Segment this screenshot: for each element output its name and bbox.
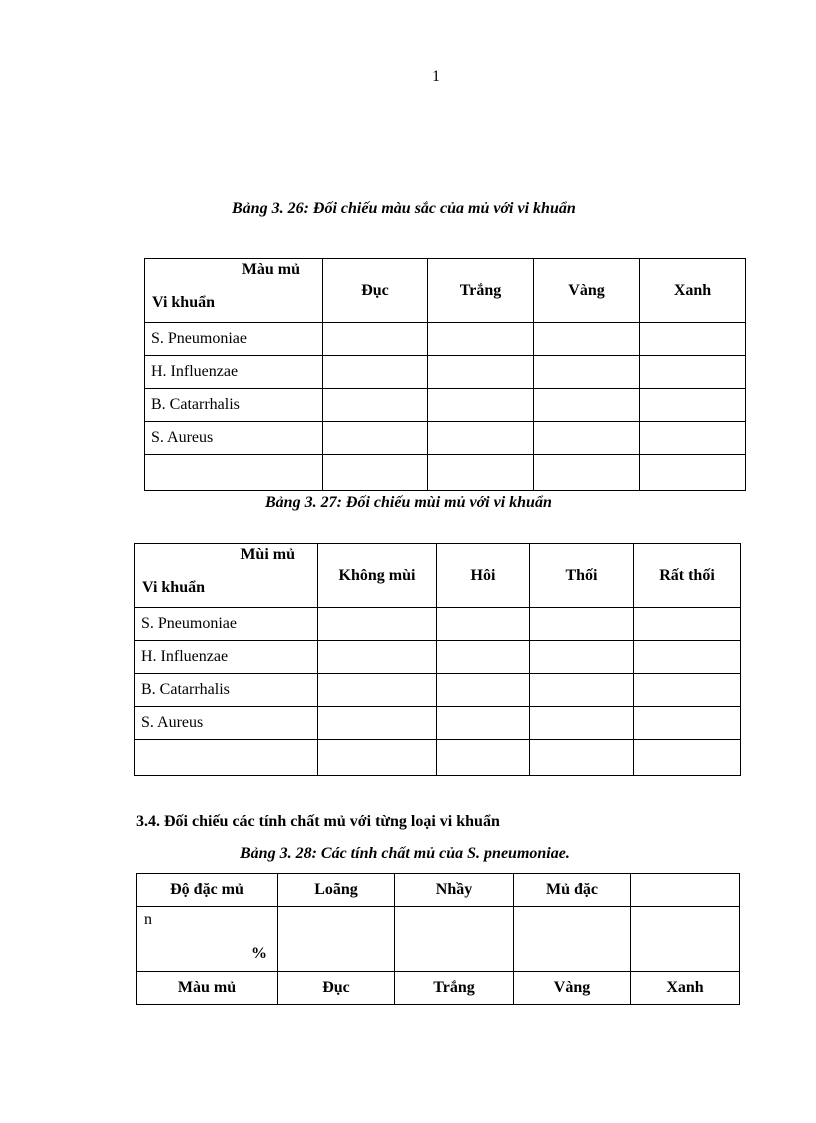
table-row bbox=[137, 874, 740, 907]
table-cell bbox=[428, 389, 534, 422]
table-cell bbox=[437, 707, 530, 740]
table-row bbox=[145, 389, 746, 422]
table2-corner-top: Mùi mủ bbox=[240, 546, 295, 563]
table-cell bbox=[634, 641, 741, 674]
table-cell bbox=[318, 641, 437, 674]
table-row bbox=[135, 608, 741, 641]
table2-row-label: B. Catarrhalis bbox=[135, 674, 318, 707]
table-cell bbox=[428, 323, 534, 356]
table-row bbox=[135, 641, 741, 674]
table3-header-cell bbox=[631, 874, 740, 907]
table-row bbox=[135, 707, 741, 740]
table-row bbox=[135, 740, 741, 776]
table-row bbox=[135, 674, 741, 707]
table-cell bbox=[318, 740, 437, 776]
table2-caption: Bảng 3. 27: Đối chiếu mùi mủ với vi khuẩn bbox=[265, 494, 552, 511]
table2-corner-bottom: Vi khuẩn bbox=[142, 579, 205, 596]
table-cell bbox=[437, 641, 530, 674]
table-cell bbox=[428, 422, 534, 455]
table-cell bbox=[640, 389, 746, 422]
table1-row-label: S. Pneumoniae bbox=[145, 323, 323, 356]
table-cell bbox=[640, 356, 746, 389]
table-cell bbox=[534, 422, 640, 455]
section-heading: 3.4. Đối chiếu các tính chất mủ với từng loại vi khuẩn bbox=[136, 813, 500, 830]
table1-row-label: S. Aureus bbox=[145, 422, 323, 455]
table1-col-header: Trắng bbox=[428, 259, 534, 323]
table-row bbox=[137, 972, 740, 1005]
table-cell bbox=[530, 674, 634, 707]
table3-header-cell: Trắng bbox=[395, 972, 514, 1005]
table-cell bbox=[318, 674, 437, 707]
table-cell bbox=[634, 674, 741, 707]
table2-col-header: Thối bbox=[530, 544, 634, 608]
table3-header-cell: Loãng bbox=[278, 874, 395, 907]
table2-row-label: S. Pneumoniae bbox=[135, 608, 318, 641]
table-cell bbox=[437, 674, 530, 707]
table2-corner-cell bbox=[135, 544, 318, 608]
table3-header-cell: Vàng bbox=[514, 972, 631, 1005]
table3-n-percent-cell bbox=[137, 907, 278, 972]
table-cell bbox=[318, 707, 437, 740]
table3-header-cell: Màu mủ bbox=[137, 972, 278, 1005]
table-cell bbox=[634, 608, 741, 641]
table-cell bbox=[640, 455, 746, 491]
table-cell bbox=[534, 455, 640, 491]
table3-percent-label: % bbox=[251, 945, 267, 962]
table-cell bbox=[530, 740, 634, 776]
table-cell bbox=[318, 608, 437, 641]
table3-caption: Bảng 3. 28: Các tính chất mủ của S. pneumoniae. bbox=[240, 845, 570, 862]
table-cell bbox=[640, 323, 746, 356]
table1-caption: Bảng 3. 26: Đối chiếu màu sắc của mủ với vi khuẩn bbox=[232, 200, 576, 217]
table-cell bbox=[530, 641, 634, 674]
table1-col-header: Đục bbox=[323, 259, 428, 323]
table-row bbox=[145, 455, 746, 491]
table3-header-cell: Xanh bbox=[631, 972, 740, 1005]
table1-row-label: B. Catarrhalis bbox=[145, 389, 323, 422]
table2-col-header: Rất thối bbox=[634, 544, 741, 608]
table-row bbox=[145, 422, 746, 455]
table-cell bbox=[530, 608, 634, 641]
table-row bbox=[145, 323, 746, 356]
table-cell bbox=[428, 455, 534, 491]
table-cell bbox=[437, 740, 530, 776]
table-cell bbox=[514, 907, 631, 972]
table-cell bbox=[428, 356, 534, 389]
table3-n-label: n bbox=[144, 911, 152, 928]
table2-row-label: H. Influenzae bbox=[135, 641, 318, 674]
table1-col-header: Vàng bbox=[534, 259, 640, 323]
table2-col-header: Hôi bbox=[437, 544, 530, 608]
table-cell bbox=[631, 907, 740, 972]
table-cell bbox=[395, 907, 514, 972]
table1-col-header: Xanh bbox=[640, 259, 746, 323]
table-cell bbox=[640, 422, 746, 455]
table3-header-cell: Nhầy bbox=[395, 874, 514, 907]
table-cell bbox=[323, 455, 428, 491]
table-cell bbox=[278, 907, 395, 972]
table-3-26 bbox=[144, 258, 746, 491]
table-cell bbox=[534, 323, 640, 356]
table-cell bbox=[323, 422, 428, 455]
page-number: 1 bbox=[432, 68, 440, 85]
table1-row-label: H. Influenzae bbox=[145, 356, 323, 389]
table1-corner-cell bbox=[145, 259, 323, 323]
table-3-27 bbox=[134, 543, 741, 776]
table-cell bbox=[437, 608, 530, 641]
table-3-28 bbox=[136, 873, 740, 1005]
table1-row-label bbox=[145, 455, 323, 491]
table2-row-label bbox=[135, 740, 318, 776]
table-row bbox=[145, 356, 746, 389]
table2-row-label: S. Aureus bbox=[135, 707, 318, 740]
table-cell bbox=[534, 389, 640, 422]
table-cell bbox=[634, 740, 741, 776]
table-cell bbox=[323, 323, 428, 356]
table-cell bbox=[634, 707, 741, 740]
table-cell bbox=[530, 707, 634, 740]
table3-header-cell: Độ đặc mủ bbox=[137, 874, 278, 907]
table1-corner-bottom: Vi khuẩn bbox=[152, 294, 215, 311]
table3-header-cell: Mủ đặc bbox=[514, 874, 631, 907]
table-cell bbox=[323, 389, 428, 422]
table-cell bbox=[323, 356, 428, 389]
table-row bbox=[137, 907, 740, 972]
table3-header-cell: Đục bbox=[278, 972, 395, 1005]
table1-corner-top: Màu mủ bbox=[241, 261, 300, 278]
table2-col-header: Không mùi bbox=[318, 544, 437, 608]
table-cell bbox=[534, 356, 640, 389]
